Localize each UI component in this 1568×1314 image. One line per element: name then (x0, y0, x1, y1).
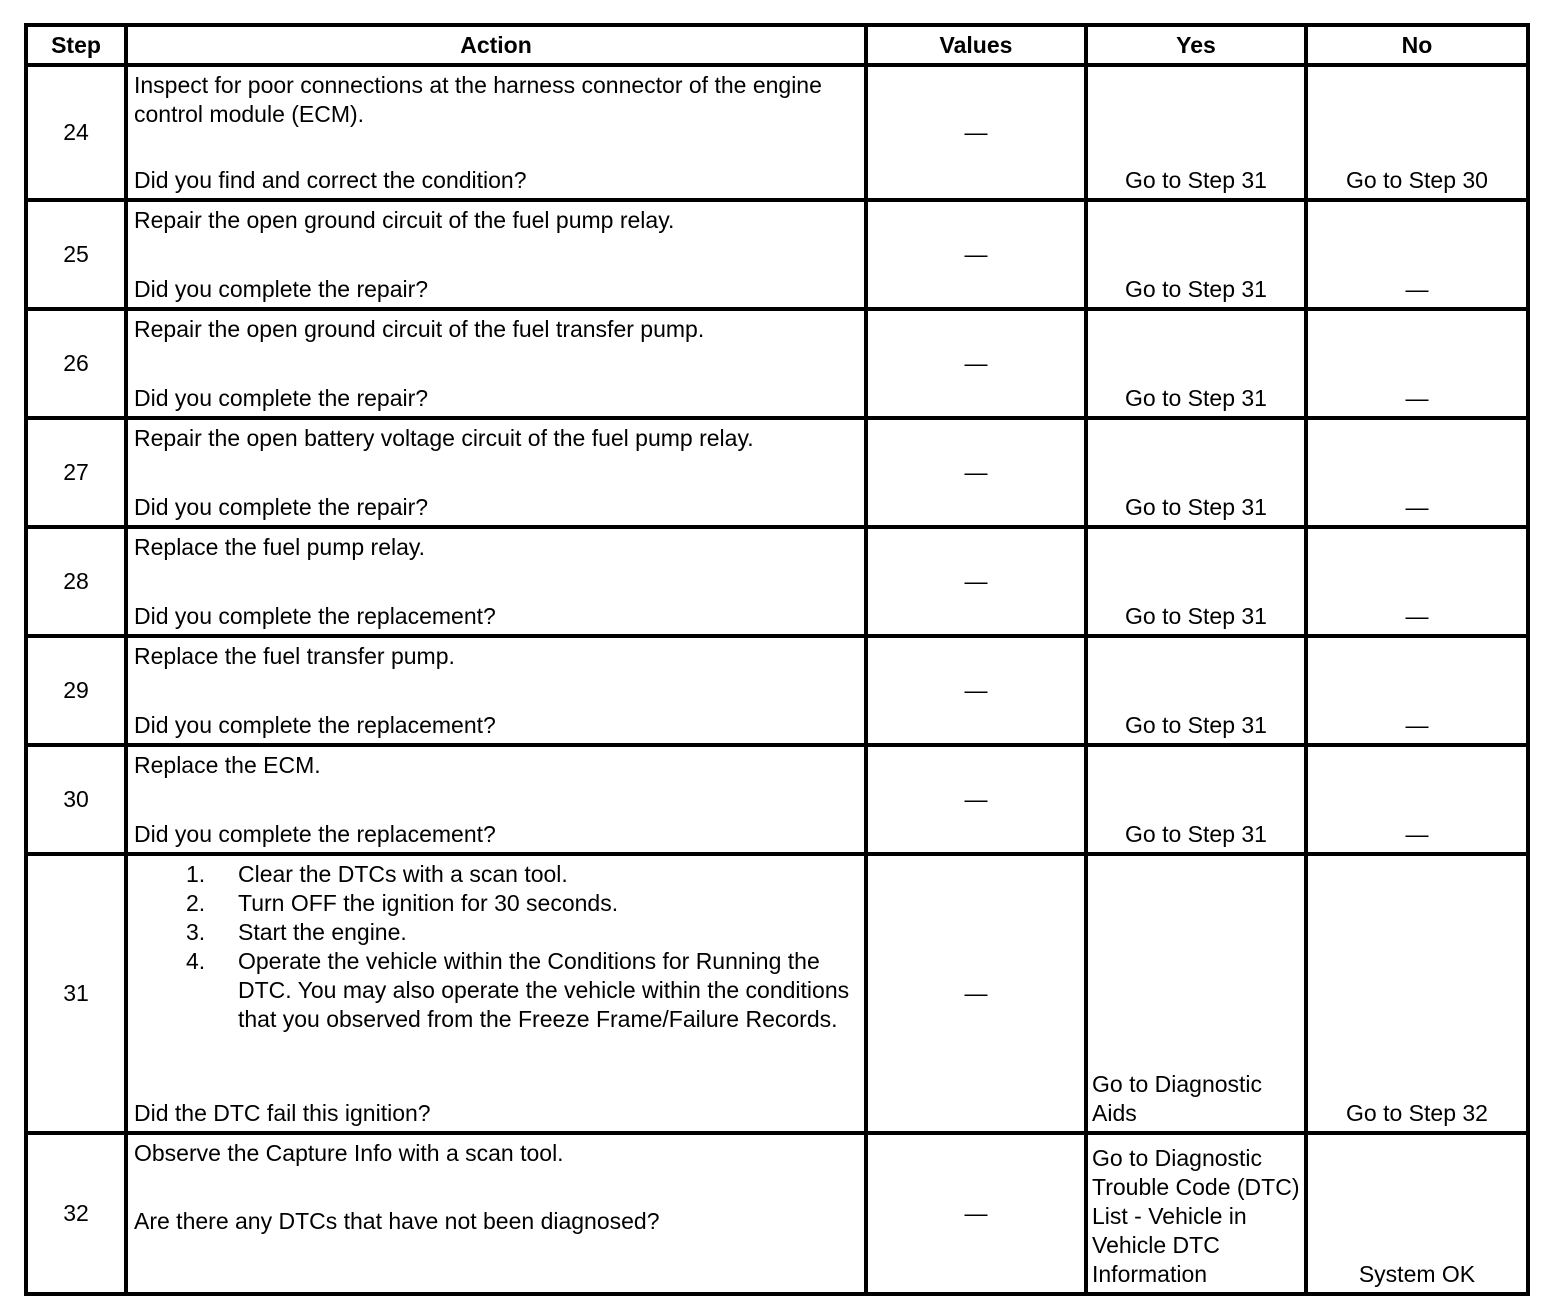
list-text: Clear the DTCs with a scan tool. (238, 861, 568, 887)
step-number: 30 (26, 745, 126, 854)
action-question: Did you complete the repair? (134, 385, 429, 411)
header-step: Step (26, 25, 126, 65)
header-yes: Yes (1086, 25, 1306, 65)
action-cell (126, 854, 866, 1133)
no-cell: — (1306, 636, 1528, 745)
header-row (26, 25, 1528, 65)
action-text: Replace the ECM. (134, 752, 321, 778)
action-cell (126, 65, 866, 200)
step-number: 24 (26, 65, 126, 200)
table-row (26, 854, 1528, 1133)
no-cell: System OK (1306, 1133, 1528, 1294)
table-row (26, 65, 1528, 200)
action-cell (126, 527, 866, 636)
list-number: 3. (186, 919, 206, 945)
action-question: Did you complete the replacement? (134, 603, 496, 629)
table-row (26, 636, 1528, 745)
no-cell: — (1306, 200, 1528, 309)
action-text: Replace the fuel transfer pump. (134, 643, 455, 669)
list-item (186, 918, 858, 947)
table-row (26, 1133, 1528, 1294)
table-row (26, 418, 1528, 527)
yes-link[interactable]: Go to Step 31 (1086, 200, 1306, 309)
action-cell (126, 309, 866, 418)
list-number: 1. (186, 861, 206, 887)
action-cell (126, 418, 866, 527)
yes-link[interactable]: Go to Step 31 (1086, 636, 1306, 745)
yes-link[interactable]: Go to Step 31 (1086, 65, 1306, 200)
values-cell: — (866, 854, 1086, 1133)
yes-link[interactable]: Go to Diagnostic Aids (1086, 854, 1306, 1133)
yes-link[interactable]: Go to Step 31 (1086, 745, 1306, 854)
values-cell: — (866, 745, 1086, 854)
values-cell: — (866, 309, 1086, 418)
header-values: Values (866, 25, 1086, 65)
table-row (26, 309, 1528, 418)
action-question: Are there any DTCs that have not been diagnosed? (134, 1208, 660, 1234)
list-text: Start the engine. (238, 919, 407, 945)
values-cell: — (866, 65, 1086, 200)
list-item (186, 947, 858, 1034)
action-text: Repair the open battery voltage circuit of the fuel pump relay. (134, 425, 754, 451)
values-cell: — (866, 1133, 1086, 1294)
action-question: Did you complete the repair? (134, 276, 429, 302)
list-number: 4. (186, 948, 206, 974)
diagnostic-table (24, 23, 1530, 1296)
action-question: Did the DTC fail this ignition? (134, 1100, 431, 1126)
action-text: Replace the fuel pump relay. (134, 534, 426, 560)
values-cell: — (866, 418, 1086, 527)
action-question: Did you complete the replacement? (134, 821, 496, 847)
list-text: Operate the vehicle within the Conditions for Running the DTC. You may also operate the vehicle within the conditions that you observed from the Freeze Frame/Failure Records. (238, 948, 850, 1032)
table-row (26, 527, 1528, 636)
action-question: Did you complete the repair? (134, 494, 429, 520)
action-text: Repair the open ground circuit of the fuel pump relay. (134, 207, 675, 233)
values-cell: — (866, 200, 1086, 309)
no-link[interactable]: Go to Step 30 (1306, 65, 1528, 200)
action-question: Did you complete the replacement? (134, 712, 496, 738)
step-number: 31 (26, 854, 126, 1133)
step-number: 32 (26, 1133, 126, 1294)
step-number: 26 (26, 309, 126, 418)
step-number: 29 (26, 636, 126, 745)
yes-link[interactable]: Go to Step 31 (1086, 309, 1306, 418)
step-number: 25 (26, 200, 126, 309)
values-cell: — (866, 636, 1086, 745)
no-cell: — (1306, 309, 1528, 418)
list-item (186, 889, 858, 918)
action-text: Observe the Capture Info with a scan tool. (134, 1140, 564, 1166)
yes-link[interactable]: Go to Step 31 (1086, 418, 1306, 527)
header-action: Action (126, 25, 866, 65)
list-text: Turn OFF the ignition for 30 seconds. (238, 890, 619, 916)
step-number: 27 (26, 418, 126, 527)
list-number: 2. (186, 890, 206, 916)
action-question: Did you find and correct the condition? (134, 167, 527, 193)
no-link[interactable]: Go to Step 32 (1306, 854, 1528, 1133)
action-text: Repair the open ground circuit of the fuel transfer pump. (134, 316, 705, 342)
action-cell (126, 1133, 866, 1294)
action-text: Inspect for poor connections at the harness connector of the engine control module (ECM). (134, 72, 822, 127)
yes-link[interactable]: Go to Diagnostic Trouble Code (DTC) List - Vehicle in Vehicle DTC Information (1086, 1133, 1306, 1294)
no-cell: — (1306, 527, 1528, 636)
action-cell (126, 200, 866, 309)
no-cell: — (1306, 418, 1528, 527)
values-cell: — (866, 527, 1086, 636)
table-row (26, 200, 1528, 309)
instruction-list (134, 860, 858, 1034)
step-number: 28 (26, 527, 126, 636)
action-cell (126, 636, 866, 745)
table-row (26, 745, 1528, 854)
no-cell: — (1306, 745, 1528, 854)
yes-link[interactable]: Go to Step 31 (1086, 527, 1306, 636)
list-item (186, 860, 858, 889)
header-no: No (1306, 25, 1528, 65)
action-cell (126, 745, 866, 854)
